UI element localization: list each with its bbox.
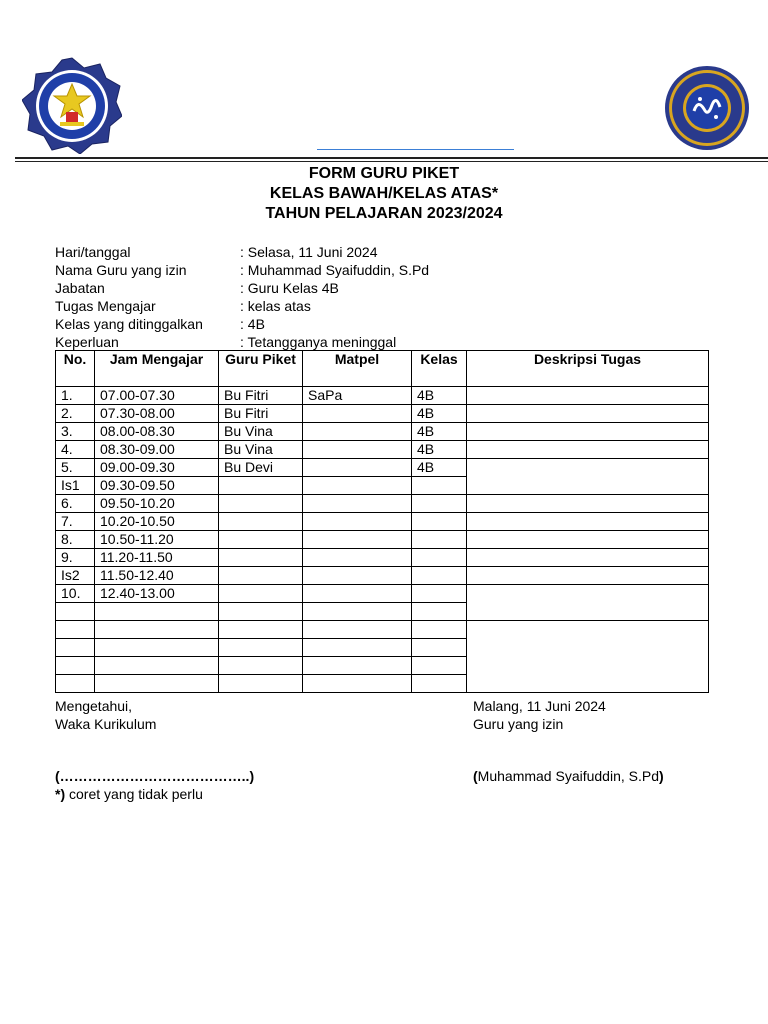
info-value: : kelas atas — [240, 297, 311, 315]
cell-no: 9. — [56, 549, 95, 567]
info-label: Jabatan — [55, 280, 105, 296]
cell-no — [56, 675, 95, 693]
cell-kelas — [412, 513, 467, 531]
yayasan-seal-icon — [22, 56, 122, 154]
cell-kelas — [412, 585, 467, 603]
cell-jam: 07.30-08.00 — [95, 405, 219, 423]
cell-deskripsi — [467, 531, 709, 549]
cell-guru-piket — [219, 621, 303, 639]
cell-guru-piket — [219, 477, 303, 495]
cell-deskripsi — [467, 459, 709, 495]
cell-jam: 09.00-09.30 — [95, 459, 219, 477]
cell-matpel — [303, 405, 412, 423]
cell-jam — [95, 621, 219, 639]
cell-guru-piket: Bu Fitri — [219, 405, 303, 423]
header-kelas: Kelas — [412, 351, 467, 387]
cell-deskripsi — [467, 405, 709, 423]
cell-guru-piket: Bu Vina — [219, 423, 303, 441]
table-row — [56, 621, 709, 639]
info-value: : Tetangganya meninggal — [240, 333, 396, 351]
cell-guru-piket: Bu Vina — [219, 441, 303, 459]
table-body — [56, 387, 709, 693]
cell-deskripsi — [467, 513, 709, 531]
cell-guru-piket — [219, 531, 303, 549]
cell-no: 10. — [56, 585, 95, 603]
info-block — [55, 243, 429, 351]
cell-kelas: 4B — [412, 423, 467, 441]
cell-matpel — [303, 441, 412, 459]
cell-matpel — [303, 603, 412, 621]
footer-right-line2: Guru yang izin — [473, 716, 564, 732]
cell-kelas — [412, 675, 467, 693]
cell-matpel — [303, 495, 412, 513]
cell-deskripsi — [467, 441, 709, 459]
signature-left: (…………………………………..) — [55, 768, 255, 784]
table-row — [56, 567, 709, 585]
cell-jam: 09.30-09.50 — [95, 477, 219, 495]
cell-guru-piket — [219, 549, 303, 567]
cell-deskripsi — [467, 549, 709, 567]
signature-right — [473, 768, 664, 784]
header-jam: Jam Mengajar — [95, 351, 219, 387]
cell-matpel — [303, 639, 412, 657]
info-label: Nama Guru yang izin — [55, 262, 187, 278]
cell-no: Is1 — [56, 477, 95, 495]
cell-guru-piket — [219, 657, 303, 675]
cell-deskripsi — [467, 585, 709, 621]
info-value: : Guru Kelas 4B — [240, 279, 339, 297]
cell-guru-piket — [219, 513, 303, 531]
cell-kelas — [412, 477, 467, 495]
cell-no — [56, 657, 95, 675]
cell-deskripsi — [467, 495, 709, 513]
header-guru-piket: Guru Piket — [219, 351, 303, 387]
cell-matpel — [303, 513, 412, 531]
cell-matpel — [303, 675, 412, 693]
table-row — [56, 459, 709, 477]
cell-kelas — [412, 621, 467, 639]
table-row — [56, 441, 709, 459]
form-title-block — [0, 164, 768, 224]
cell-jam: 10.50-11.20 — [95, 531, 219, 549]
cell-guru-piket — [219, 675, 303, 693]
table-row — [56, 495, 709, 513]
form-subtitle-year: TAHUN PELAJARAN 2023/2024 — [265, 205, 503, 222]
table-row — [56, 405, 709, 423]
header-deskripsi: Deskripsi Tugas — [467, 351, 709, 387]
table-row — [56, 531, 709, 549]
cell-kelas — [412, 495, 467, 513]
footer-place-date — [473, 697, 606, 733]
cell-jam: 11.20-11.50 — [95, 549, 219, 567]
schedule-table — [55, 350, 709, 693]
footnote — [55, 786, 203, 802]
table-row — [56, 549, 709, 567]
info-row-assignment — [55, 297, 429, 315]
info-label: Tugas Mengajar — [55, 298, 156, 314]
table-row — [56, 513, 709, 531]
table-row — [56, 423, 709, 441]
cell-guru-piket: Bu Devi — [219, 459, 303, 477]
info-label: Kelas yang ditinggalkan — [55, 316, 203, 332]
cell-kelas — [412, 531, 467, 549]
footnote-text: coret yang tidak perlu — [65, 786, 203, 802]
cell-no: 6. — [56, 495, 95, 513]
cell-deskripsi — [467, 621, 709, 693]
cell-no — [56, 639, 95, 657]
cell-matpel — [303, 459, 412, 477]
cell-no: 5. — [56, 459, 95, 477]
info-value: : 4B — [240, 315, 265, 333]
info-row-class — [55, 315, 429, 333]
cell-no — [56, 621, 95, 639]
cell-jam — [95, 639, 219, 657]
header-divider-thick — [15, 157, 768, 159]
table-row — [56, 387, 709, 405]
cell-matpel — [303, 567, 412, 585]
cell-matpel — [303, 549, 412, 567]
cell-kelas: 4B — [412, 441, 467, 459]
cell-kelas — [412, 639, 467, 657]
footnote-mark: *) — [55, 786, 66, 802]
cell-kelas — [412, 657, 467, 675]
cell-deskripsi — [467, 567, 709, 585]
cell-jam — [95, 657, 219, 675]
cell-kelas: 4B — [412, 387, 467, 405]
cell-jam: 12.40-13.00 — [95, 585, 219, 603]
cell-guru-piket: Bu Fitri — [219, 387, 303, 405]
info-value: : Muhammad Syaifuddin, S.Pd — [240, 261, 429, 279]
table-row — [56, 585, 709, 603]
cell-guru-piket — [219, 567, 303, 585]
cell-jam: 08.00-08.30 — [95, 423, 219, 441]
header-matpel: Matpel — [303, 351, 412, 387]
school-seal-icon — [664, 65, 750, 151]
cell-no: 8. — [56, 531, 95, 549]
info-row-teacher — [55, 261, 429, 279]
footer-left-line1: Mengetahui, — [55, 698, 133, 714]
cell-matpel — [303, 531, 412, 549]
cell-no: 7. — [56, 513, 95, 531]
sig-name: Muhammad Syaifuddin, S.Pd — [477, 768, 659, 784]
footer-acknowledged — [55, 697, 156, 733]
info-label: Hari/tanggal — [55, 244, 131, 260]
cell-matpel — [303, 585, 412, 603]
table-header-row — [56, 351, 709, 387]
cell-kelas — [412, 567, 467, 585]
header-link-underline — [317, 149, 514, 150]
form-subtitle-class: KELAS BAWAH/KELAS ATAS* — [269, 185, 499, 202]
cell-jam: 11.50-12.40 — [95, 567, 219, 585]
cell-kelas: 4B — [412, 405, 467, 423]
info-row-purpose — [55, 333, 429, 351]
info-value: : Selasa, 11 Juni 2024 — [240, 243, 378, 261]
cell-no — [56, 603, 95, 621]
cell-matpel: SaPa — [303, 387, 412, 405]
cell-jam — [95, 675, 219, 693]
cell-guru-piket — [219, 495, 303, 513]
header-no: No. — [56, 351, 95, 387]
sig-open-paren: ( — [473, 768, 478, 784]
cell-kelas: 4B — [412, 459, 467, 477]
cell-no: 3. — [56, 423, 95, 441]
cell-jam: 09.50-10.20 — [95, 495, 219, 513]
info-row-position — [55, 279, 429, 297]
form-title: FORM GURU PIKET — [308, 165, 460, 182]
cell-jam — [95, 603, 219, 621]
cell-jam: 08.30-09.00 — [95, 441, 219, 459]
footer-left-line2: Waka Kurikulum — [55, 716, 157, 732]
cell-kelas — [412, 549, 467, 567]
cell-deskripsi — [467, 387, 709, 405]
cell-guru-piket — [219, 639, 303, 657]
cell-no: 1. — [56, 387, 95, 405]
cell-jam: 10.20-10.50 — [95, 513, 219, 531]
cell-deskripsi — [467, 423, 709, 441]
cell-kelas — [412, 603, 467, 621]
cell-matpel — [303, 423, 412, 441]
cell-matpel — [303, 657, 412, 675]
cell-no: 2. — [56, 405, 95, 423]
cell-no: Is2 — [56, 567, 95, 585]
sig-close-paren: ) — [659, 768, 664, 784]
info-label: Keperluan — [55, 334, 119, 350]
cell-matpel — [303, 621, 412, 639]
cell-guru-piket — [219, 603, 303, 621]
footer-right-line1: Malang, 11 Juni 2024 — [473, 698, 606, 714]
cell-matpel — [303, 477, 412, 495]
cell-jam: 07.00-07.30 — [95, 387, 219, 405]
cell-no: 4. — [56, 441, 95, 459]
info-row-date — [55, 243, 429, 261]
header-divider-thin — [15, 161, 768, 162]
cell-guru-piket — [219, 585, 303, 603]
